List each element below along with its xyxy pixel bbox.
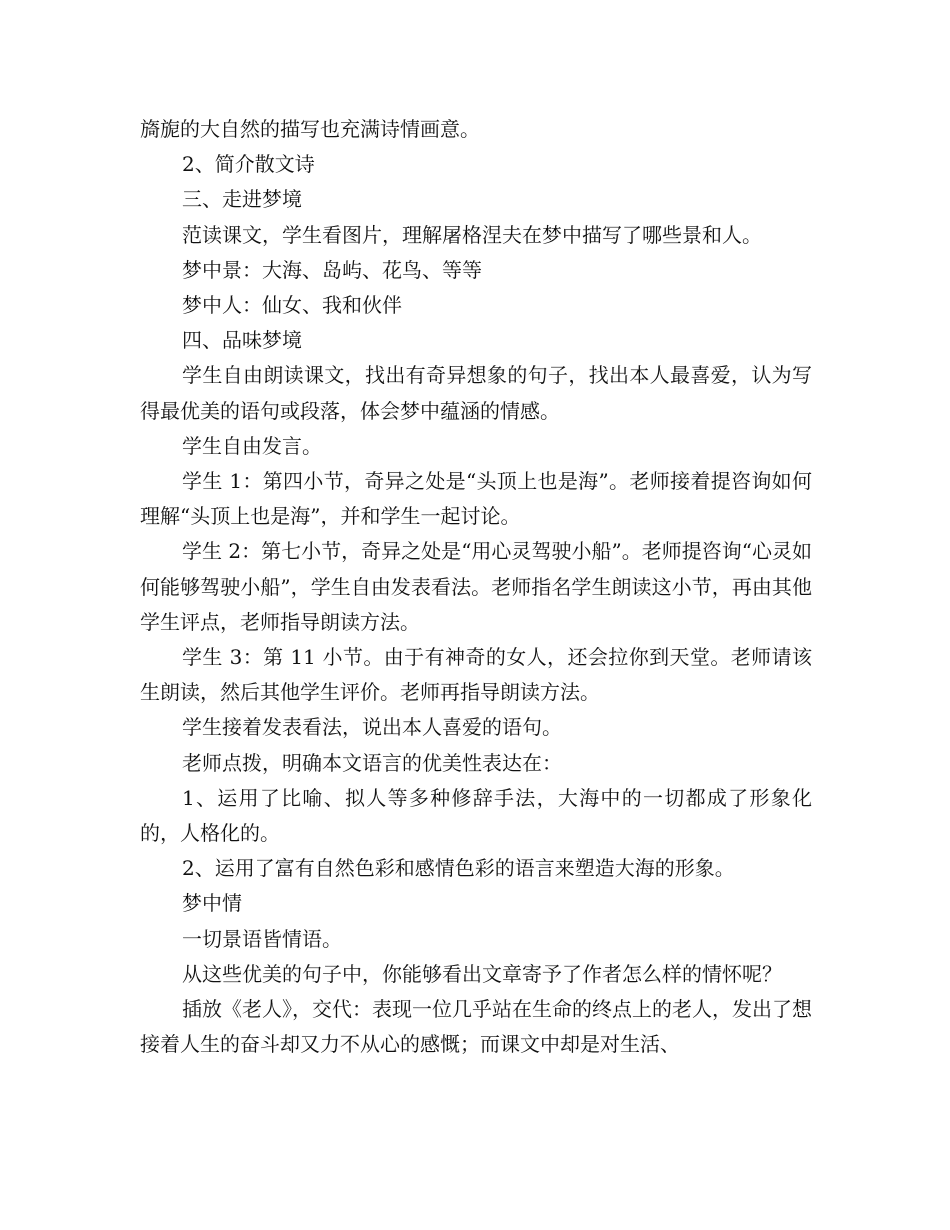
paragraph-heading-prose-poem: 2、简介散文诗 xyxy=(182,152,315,177)
paragraph-dream-people: 梦中人：仙女、我和伙伴 xyxy=(182,293,402,318)
paragraph-free-reading: 学生自由朗读课文，找出有奇异想象的句子，找出本人最喜爱，认为写得最优美的语句或段落，体会梦中蕴涵的情感。 xyxy=(140,363,812,423)
section-heading-savor-dream: 四、品味梦境 xyxy=(182,328,302,353)
paragraph-student-2: 学生 2：第七小节，奇异之处是“用心灵驾驶小船”。老师提咨询“心灵如何能够驾驶小船”，学生自由发表看法。老师指名学生朗读这小节，再由其他学生评点，老师指导朗读方法。 xyxy=(140,539,812,634)
subheading-dream-emotion: 梦中情 xyxy=(182,891,242,916)
paragraph-continuation: 旖旎的大自然的描写也充满诗情画意。 xyxy=(140,117,480,141)
document-body xyxy=(140,112,812,1062)
paragraph-student-1: 学生 1：第四小节，奇异之处是“头顶上也是海”。老师接着提咨询如何理解“头顶上也是海”，并和学生一起讨论。 xyxy=(140,469,812,529)
paragraph-point-1: 1、运用了比喻、拟人等多种修辞手法，大海中的一切都成了形象化的，人格化的。 xyxy=(140,785,812,846)
paragraph-scenery-emotion: 一切景语皆情语。 xyxy=(182,926,342,951)
paragraph-model-reading: 范读课文，学生看图片，理解屠格涅夫在梦中描写了哪些景和人。 xyxy=(182,222,762,247)
paragraph-students-continue: 学生接着发表看法，说出本人喜爱的语句。 xyxy=(182,715,562,740)
paragraph-question: 从这些优美的句子中，你能够看出文章寄予了作者怎么样的情怀呢？ xyxy=(182,961,782,986)
paragraph-old-man: 插放《老人》，交代：表现一位几乎站在生命的终点上的老人，发出了想接着人生的奋斗却又力不从心的感慨；而课文中却是对生活、 xyxy=(140,997,812,1057)
paragraph-free-speech: 学生自由发言。 xyxy=(182,433,322,458)
paragraph-student-3: 学生 3：第 11 小节。由于有神奇的女人，还会拉你到天堂。老师请该生朗读，然后其他学生评价。老师再指导朗读方法。 xyxy=(140,645,812,705)
paragraph-teacher-guidance: 老师点拨，明确本文语言的优美性表达在： xyxy=(182,750,562,775)
paragraph-point-2: 2、运用了富有自然色彩和感情色彩的语言来塑造大海的形象。 xyxy=(182,856,735,881)
paragraph-dream-scenery: 梦中景：大海、岛屿、花鸟、等等 xyxy=(182,257,482,282)
section-heading-enter-dream: 三、走进梦境 xyxy=(182,187,302,212)
